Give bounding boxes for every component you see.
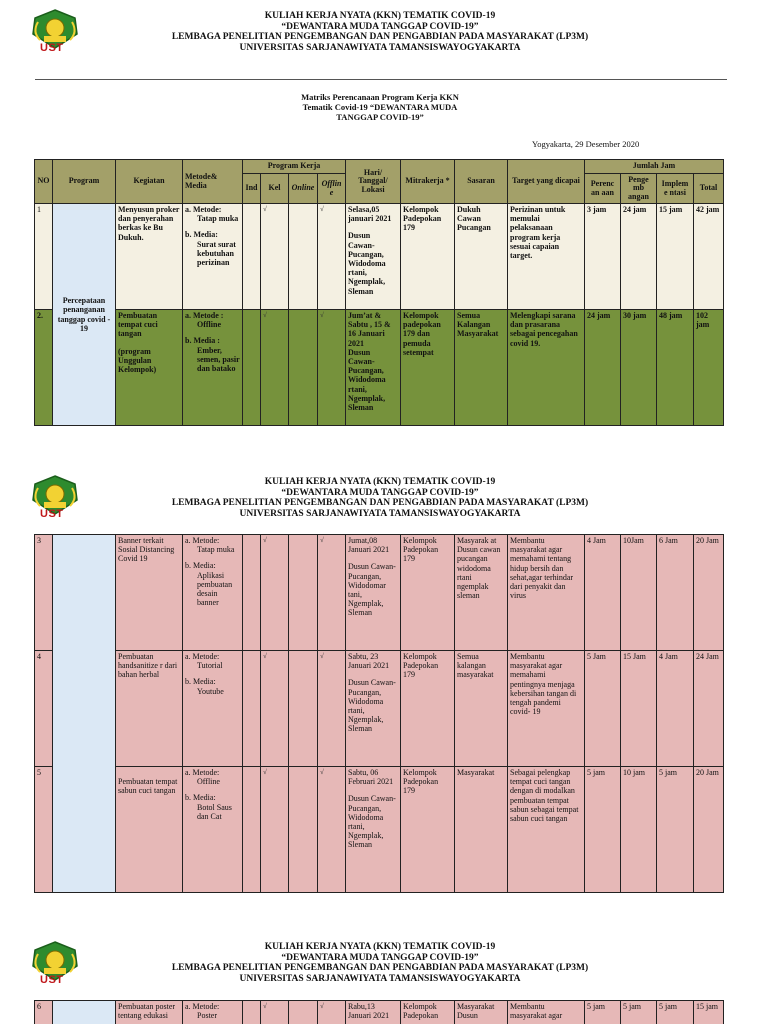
sasaran-cell: Dukuh Cawan Pucangan (455, 204, 508, 310)
jam-total: 15 jam (694, 1001, 724, 1024)
jam-pengembangan: 10 jam (621, 767, 657, 893)
target-cell: Sebagai pelengkap tempat cuci tangan dengan di modalkan pembuatan tempat sabun sebagai tempat sabun cuci tangan (508, 767, 585, 893)
program-cell (53, 1001, 116, 1024)
kegiatan-cell: Banner terkait Sosial Distancing Covid 19 (116, 535, 183, 651)
ust-logo-icon (30, 940, 80, 996)
jam-implementasi: 15 jam (657, 204, 694, 310)
col-no: NO (35, 160, 53, 204)
jam-implementasi: 5 jam (657, 1001, 694, 1024)
ind-cell (243, 767, 261, 893)
jam-perencanaan: 3 jam (585, 204, 621, 310)
table-row (35, 204, 724, 310)
online-cell (289, 204, 318, 310)
hari-cell: Sabtu, 06 Februari 2021 Dusun Cawan- Pucangan, Widodoma rtani, Ngemplak, Sleman (346, 767, 401, 893)
kel-check: √ (261, 204, 289, 310)
jam-perencanaan: 5 Jam (585, 651, 621, 767)
jam-implementasi: 6 Jam (657, 535, 694, 651)
online-cell (289, 767, 318, 893)
row-no: 1 (35, 204, 53, 310)
offline-check: √ (318, 767, 346, 893)
target-cell: Membantu masyarakat agar (508, 1001, 585, 1024)
jam-perencanaan: 24 jam (585, 310, 621, 426)
page-header-2 (0, 470, 768, 530)
kegiatan-cell: Pembuatan handsanitize r dari bahan herbal (116, 651, 183, 767)
logo-text: UST (40, 974, 64, 986)
logo-text: UST (40, 42, 64, 54)
kel-check: √ (261, 310, 289, 426)
mitra-cell: Kelompok Padepokan 179 (401, 767, 455, 893)
hari-cell: Jum’at & Sabtu , 15 & 16 Januari 2021 Dusun Cawan- Pucangan, Widodoma rtani, Ngemplak, Sleman (346, 310, 401, 426)
jam-implementasi: 4 Jam (657, 651, 694, 767)
jam-total: 24 Jam (694, 651, 724, 767)
offline-check: √ (318, 651, 346, 767)
table-row (35, 310, 724, 426)
online-cell (289, 1001, 318, 1024)
hari-cell: Sabtu, 23 Januari 2021 Dusun Cawan- Pucangan, Widodoma rtani, Ngemplak, Sleman (346, 651, 401, 767)
offline-check: √ (318, 204, 346, 310)
row-no: 3 (35, 535, 53, 651)
kegiatan-cell: Pembuatan tempat cuci tangan (program Unggulan Kelompok) (116, 310, 183, 426)
metode-cell: a. Metode : Offline b. Media : Ember, semen, pasir dan batako (183, 310, 243, 426)
program-cell: Percepataan penanganan tanggap covid - 19 (53, 204, 116, 426)
row-no: 4 (35, 651, 53, 767)
target-cell: Membantu masyarakat agar memahami pentingnya menjaga kebersihan tangan di tengah pandemi covid- 19 (508, 651, 585, 767)
jam-perencanaan: 5 jam (585, 767, 621, 893)
kel-check: √ (261, 1001, 289, 1024)
logo-text: UST (40, 508, 64, 520)
mitra-cell: Kelompok Padepokan (401, 1001, 455, 1024)
jam-pengembangan: 15 Jam (621, 651, 657, 767)
metode-cell: a. Metode: Tatap muka b. Media: Surat surat kebutuhan perizinan (183, 204, 243, 310)
place-date: Yogyakarta, 29 Desember 2020 (532, 139, 640, 149)
program-matrix-table-3 (34, 1000, 724, 1024)
jam-pengembangan: 5 jam (621, 1001, 657, 1024)
jam-perencanaan: 4 Jam (585, 535, 621, 651)
col-hari: Hari/ Tanggal/ Lokasi (346, 160, 401, 204)
col-jumlah-jam: Jumlah Jam (585, 160, 724, 174)
jam-total: 42 jam (694, 204, 724, 310)
col-pengembangan: Penge mb angan (621, 174, 657, 204)
jam-implementasi: 48 jam (657, 310, 694, 426)
table-row (35, 535, 724, 651)
ind-cell (243, 204, 261, 310)
metode-cell: a. Metode: Tutorial b. Media: Youtube (183, 651, 243, 767)
col-total: Total (694, 174, 724, 204)
online-cell (289, 535, 318, 651)
table-row (35, 767, 724, 893)
col-metode: Metode& Media (183, 160, 243, 204)
jam-total: 20 Jam (694, 535, 724, 651)
header-divider (35, 79, 727, 80)
online-cell (289, 310, 318, 426)
table-row (35, 651, 724, 767)
ind-cell (243, 1001, 261, 1024)
col-program: Program (53, 160, 116, 204)
sasaran-cell: Masyarak at Dusun cawan pucangan widodoma rtani ngemplak sleman (455, 535, 508, 651)
sasaran-cell: Masyarakat Dusun (455, 1001, 508, 1024)
col-offline: Offlin e (318, 174, 346, 204)
hari-cell: Rabu,13 Januari 2021 (346, 1001, 401, 1024)
mitra-cell: Kelompok padepokan 179 dan pemuda setempat (401, 310, 455, 426)
offline-check: √ (318, 1001, 346, 1024)
ind-cell (243, 535, 261, 651)
header-title: KULIAH KERJA NYATA (KKN) TEMATIK COVID-19 “DEWANTARA MUDA TANGGAP COVID-19” LEMBAGA PENELITIAN PENGEMBANGAN DAN PENGABDIAN PADA MASYARAKAT (LP3M) UNIVERSITAS SARJANAWIYATA TAMANSISWAYOGYAKARTA (171, 11, 589, 53)
ust-logo-icon (30, 8, 80, 64)
col-kel: Kel (261, 174, 289, 204)
kel-check: √ (261, 767, 289, 893)
kegiatan-cell: Pembuatan tempat sabun cuci tangan (116, 767, 183, 893)
col-kegiatan: Kegiatan (116, 160, 183, 204)
jam-implementasi: 5 jam (657, 767, 694, 893)
jam-total: 20 Jam (694, 767, 724, 893)
target-cell: Membantu masyarakat agar memahami tentang hidup bersih dan sehat,agar terhindar dari penyakit dan virus (508, 535, 585, 651)
col-ind: Ind (243, 174, 261, 204)
kegiatan-cell: Menyusun proker dan penyerahan berkas ke Bu Dukuh. (116, 204, 183, 310)
program-matrix-table-1 (34, 159, 724, 426)
header-title: KULIAH KERJA NYATA (KKN) TEMATIK COVID-19 “DEWANTARA MUDA TANGGAP COVID-19” LEMBAGA PENELITIAN PENGEMBANGAN DAN PENGABDIAN PADA MASYARAKAT (LP3M) UNIVERSITAS SARJANAWIYATA TAMANSISWAYOGYAKARTA (171, 477, 589, 519)
kel-check: √ (261, 651, 289, 767)
hari-cell: Selasa,05 januari 2021 Dusun Cawan- Pucangan, Widodoma rtani, Ngemplak, Sleman (346, 204, 401, 310)
col-implementasi: Implem e ntasi (657, 174, 694, 204)
metode-cell: a. Metode: Offline b. Media: Botol Saus dan Cat (183, 767, 243, 893)
kegiatan-cell: Pembuatan poster tentang edukasi (116, 1001, 183, 1024)
offline-check: √ (318, 310, 346, 426)
mitra-cell: Kelompok Padepokan 179 (401, 651, 455, 767)
jam-pengembangan: 24 jam (621, 204, 657, 310)
table-row (35, 1001, 724, 1024)
jam-pengembangan: 30 jam (621, 310, 657, 426)
metode-cell: a. Metode: Tatap muka b. Media: Aplikasi pembuatan desain banner (183, 535, 243, 651)
matrix-title: Matriks Perencanaan Program Kerja KKN Tematik Covid-19 “DEWANTARA MUDA TANGGAP COVID-19” (301, 92, 459, 122)
row-no: 6 (35, 1001, 53, 1024)
page-header-3 (0, 936, 768, 996)
online-cell (289, 651, 318, 767)
program-cell (53, 535, 116, 893)
row-no: 5 (35, 767, 53, 893)
mitra-cell: Kelompok Padepokan 179 (401, 535, 455, 651)
col-sasaran: Sasaran (455, 160, 508, 204)
target-cell: Melengkapi sarana dan prasarana sebagai pencegahan covid 19. (508, 310, 585, 426)
hari-cell: Jumat,08 Januari 2021 Dusun Cawan- Pucangan, Widodomar tani, Ngemplak, Sleman (346, 535, 401, 651)
header-title: KULIAH KERJA NYATA (KKN) TEMATIK COVID-19 “DEWANTARA MUDA TANGGAP COVID-19” LEMBAGA PENELITIAN PENGEMBANGAN DAN PENGABDIAN PADA MASYARAKAT (LP3M) UNIVERSITAS SARJANAWIYATA TAMANSISWAYOGYAKARTA (171, 942, 589, 984)
sasaran-cell: Semua kalangan masyarakat (455, 651, 508, 767)
program-matrix-table-2 (34, 534, 724, 893)
col-program-kerja: Program Kerja (243, 160, 346, 174)
col-online: Online (289, 174, 318, 204)
mitra-cell: Kelompok Padepokan 179 (401, 204, 455, 310)
sasaran-cell: Semua Kalangan Masyarakat (455, 310, 508, 426)
jam-perencanaan: 5 jam (585, 1001, 621, 1024)
ust-logo-icon (30, 474, 80, 530)
jam-total: 102 jam (694, 310, 724, 426)
col-perencanaan: Perenc an aan (585, 174, 621, 204)
offline-check: √ (318, 535, 346, 651)
target-cell: Perizinan untuk memulai pelaksanaan program kerja sesuai capaian target. (508, 204, 585, 310)
kel-check: √ (261, 535, 289, 651)
ind-cell (243, 651, 261, 767)
jam-pengembangan: 10Jam (621, 535, 657, 651)
sasaran-cell: Masyarakat (455, 767, 508, 893)
table-header-row (35, 160, 724, 174)
ind-cell (243, 310, 261, 426)
col-mitrakerja: Mitrakerja * (401, 160, 455, 204)
page-header-1 (0, 4, 768, 64)
row-no: 2. (35, 310, 53, 426)
col-target: Target yang dicapai (508, 160, 585, 204)
metode-cell: a. Metode: Poster (183, 1001, 243, 1024)
